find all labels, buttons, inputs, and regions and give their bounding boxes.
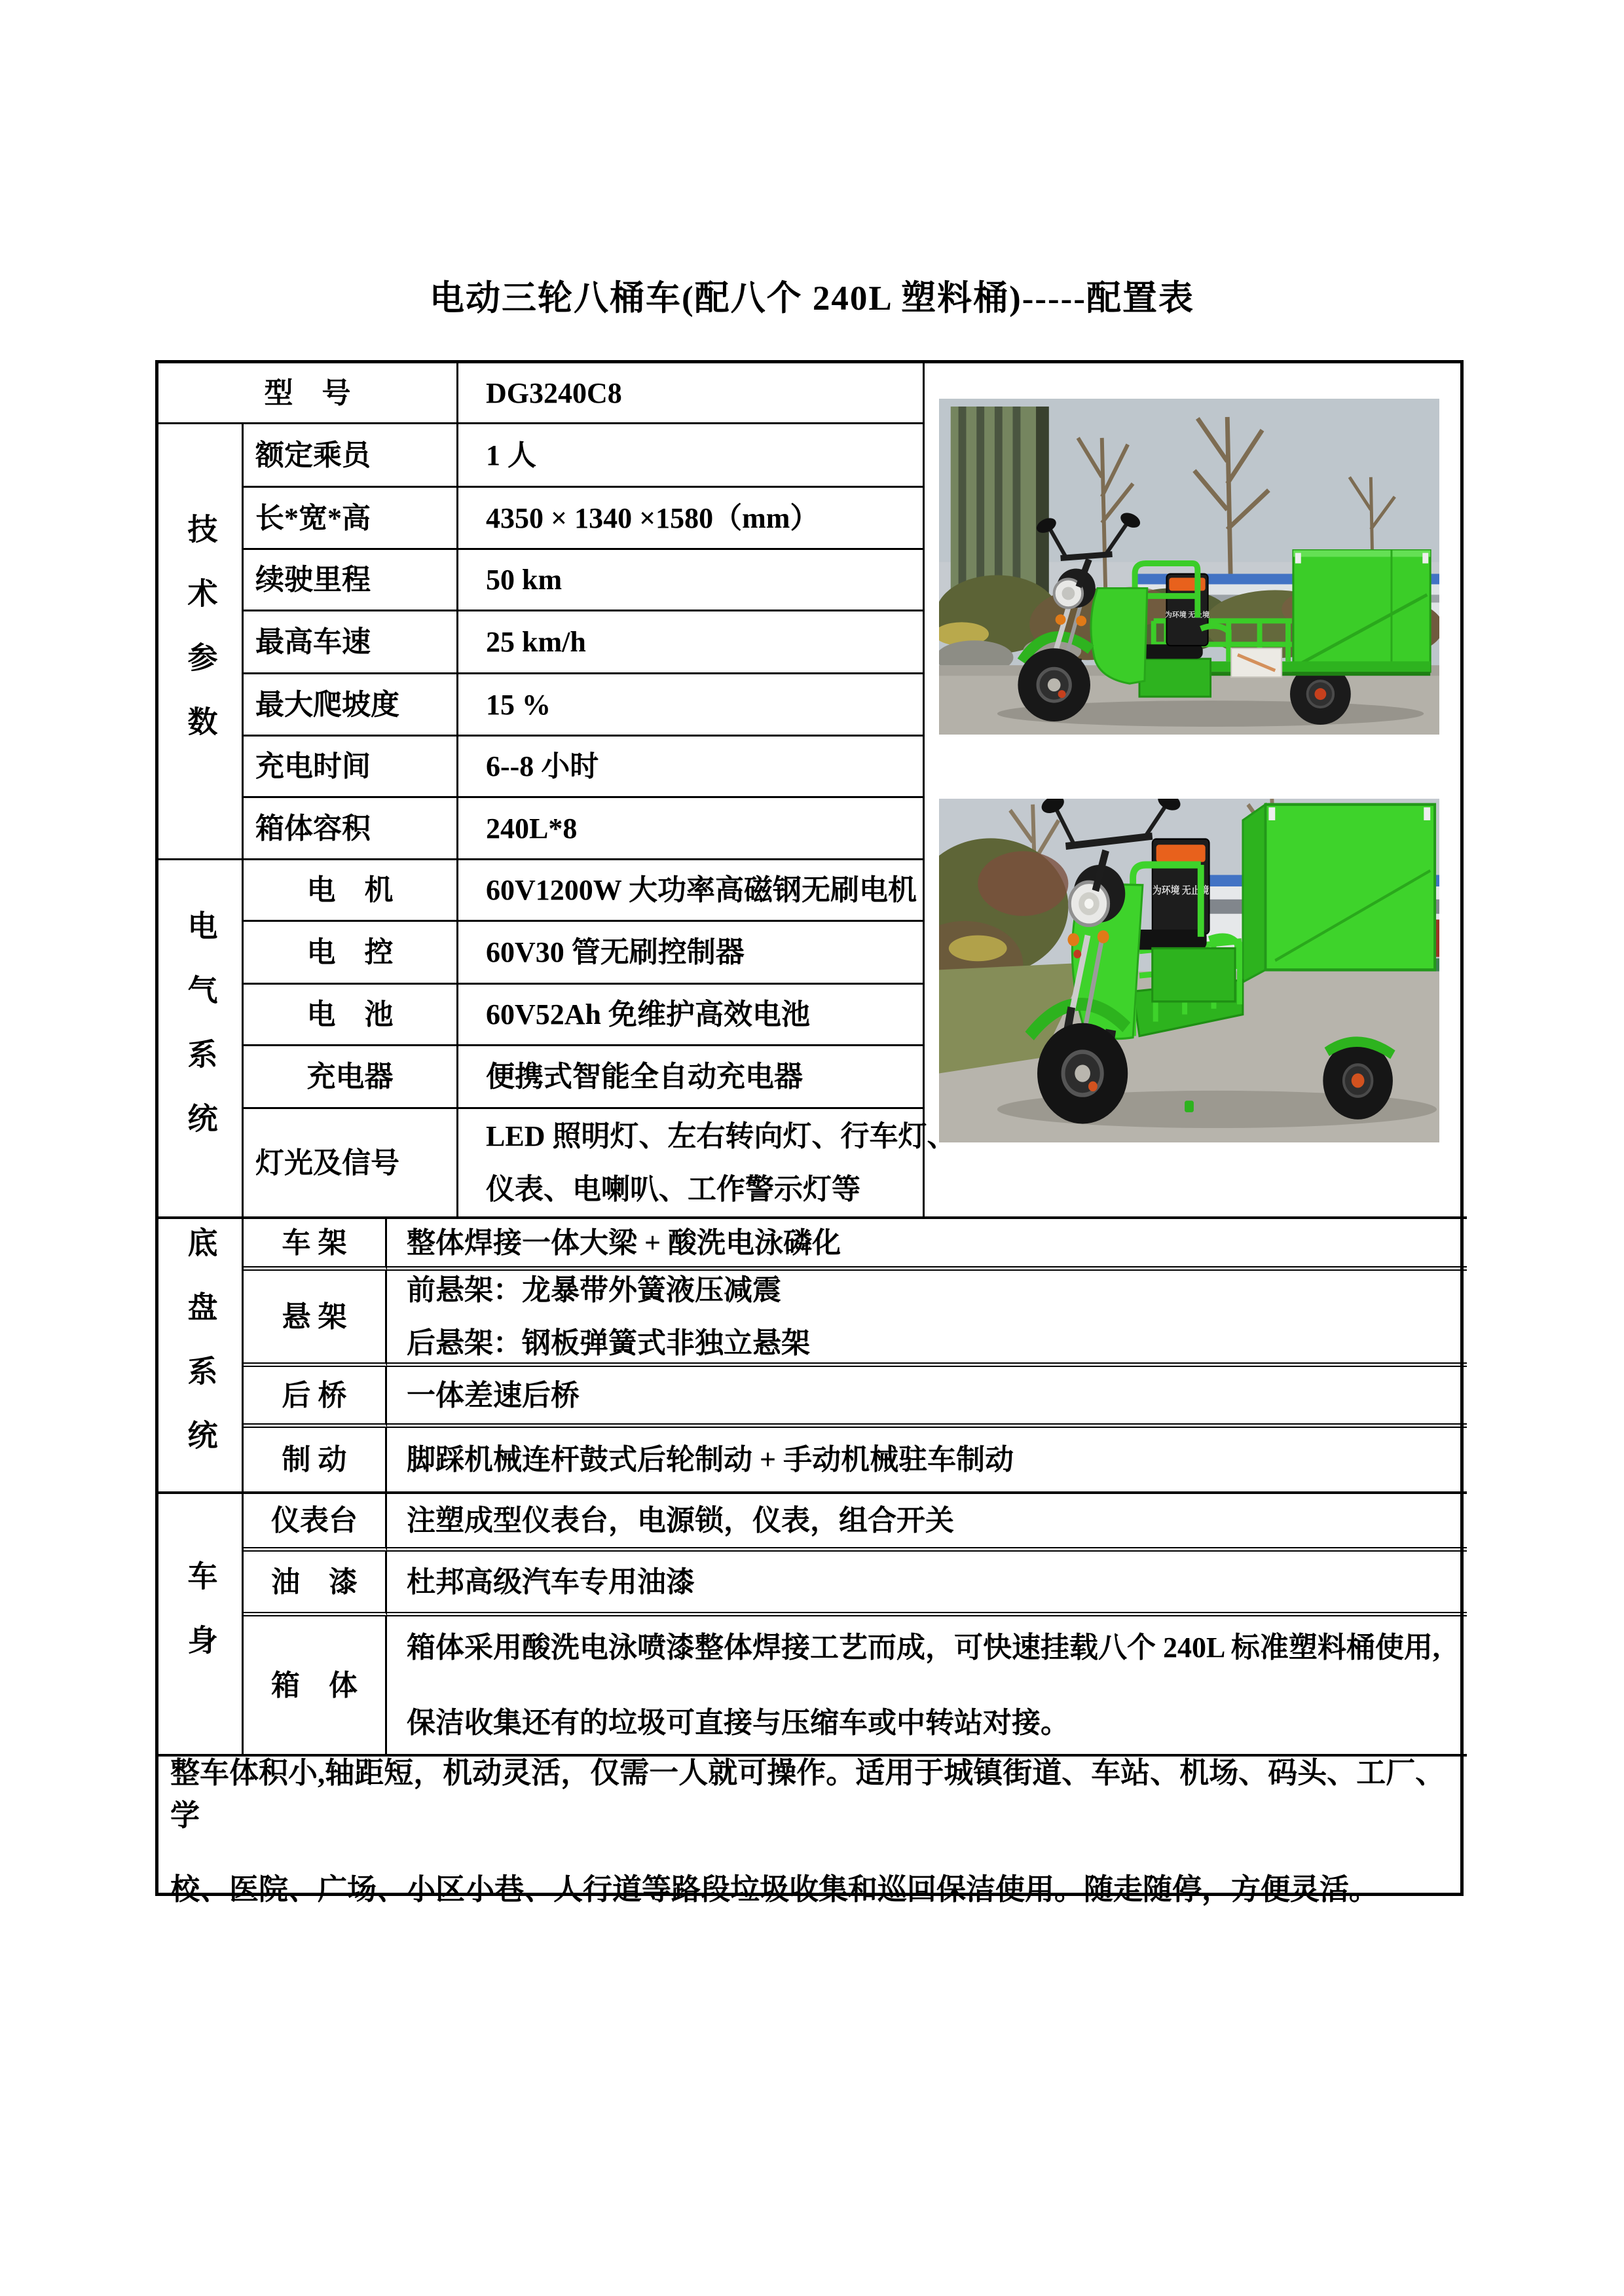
group-chassis-cell <box>158 1219 244 1494</box>
group-tech-cell <box>158 424 244 860</box>
lights-value-line2: 仪表、电喇叭、工作警示灯等 <box>486 1173 860 1205</box>
description-line2: 校、医院、广场、小区小巷、人行道等路段垃圾收集和巡回保洁使用。随走随停，方便灵活。 <box>170 1872 1379 1906</box>
row-brake-label: 制 动 <box>244 1428 387 1494</box>
model-value-cell: DG3240C8 <box>458 363 925 424</box>
description-line1: 整车体积小,轴距短，机动灵活，仅需一人就可操作。适用于城镇街道、车站、机场、码头、工厂、学 <box>170 1756 1445 1832</box>
battery-box <box>1139 659 1211 697</box>
row-dashboard-label: 仪表台 <box>244 1494 387 1552</box>
row-frame-label: 车 架 <box>244 1219 387 1271</box>
row-axle-value: 一体差速后桥 <box>387 1367 1467 1428</box>
vehicle-photo-side-illustration <box>939 399 1439 735</box>
seat-cushion <box>1130 930 1206 950</box>
row-cargo-box-value <box>387 1616 1467 1757</box>
row-paint-value: 杜邦高级汽车专用油漆 <box>387 1552 1467 1616</box>
row-charge-time-value: 6--8 小时 <box>458 737 925 798</box>
row-frame-value: 整体焊接一体大梁 + 酸洗电泳磷化 <box>387 1219 1467 1271</box>
row-cargo-box-label: 箱 体 <box>244 1616 387 1757</box>
row-battery-value: 60V52Ah 免维护高效电池 <box>458 985 925 1046</box>
row-capacity-value: 240L*8 <box>458 798 925 860</box>
turn-indicator <box>1067 933 1079 946</box>
row-charger-label: 充电器 <box>244 1046 458 1109</box>
row-motor-label: 电 机 <box>244 860 458 922</box>
handlebar <box>1061 555 1113 558</box>
spec-table <box>155 360 1464 1906</box>
row-axle-label: 后 桥 <box>244 1367 387 1428</box>
row-dashboard-value: 注塑成型仪表台，电源锁，仪表，组合开关 <box>387 1494 1467 1552</box>
row-range-value: 50 km <box>458 550 925 611</box>
row-dimensions-value: 4350 × 1340 ×1580（mm） <box>458 488 925 550</box>
row-controller-value: 60V30 管无刷控制器 <box>458 922 925 985</box>
row-passengers-label: 额定乘员 <box>244 424 458 488</box>
seat-cushion <box>1141 644 1203 659</box>
row-suspension-value <box>387 1271 1467 1367</box>
cargo-box-line1: 箱体采用酸洗电泳喷漆整体焊接工艺而成，可快速挂载八个 240L 标准塑料桶使用, <box>407 1631 1440 1664</box>
battery-box <box>1153 948 1235 1001</box>
row-speed-label: 最高车速 <box>244 611 458 674</box>
row-grade-label: 最大爬坡度 <box>244 674 458 737</box>
group-body-label: 车身 <box>183 1559 217 1688</box>
vehicle-photo-front-illustration <box>939 799 1439 1142</box>
seat-plaque-text: 为环境 无止境 <box>1165 611 1209 619</box>
group-body-cell <box>158 1494 244 1757</box>
leg-shield <box>1091 588 1147 683</box>
seat-back <box>1165 574 1209 646</box>
seat-plaque-text: 为环境 无止境 <box>1153 885 1209 897</box>
row-lights-value <box>458 1109 956 1219</box>
row-paint-label: 油 漆 <box>244 1552 387 1616</box>
model-label-cell: 型 号 <box>158 363 458 424</box>
page-title: 电动三轮八桶车(配八个 240L 塑料桶)-----配置表 <box>430 280 1194 318</box>
lights-value-line1: LED 照明灯、左右转向灯、行车灯、 <box>486 1120 956 1152</box>
vehicle-description <box>158 1756 1467 1906</box>
group-electric-cell <box>158 860 244 1219</box>
row-charger-value: 便携式智能全自动充电器 <box>458 1046 925 1109</box>
row-capacity-label: 箱体容积 <box>244 798 458 860</box>
row-lights-label: 灯光及信号 <box>244 1109 458 1219</box>
group-electric-label: 电气系统 <box>183 910 217 1167</box>
group-tech-label: 技术参数 <box>183 513 217 770</box>
row-battery-label: 电 池 <box>244 985 458 1046</box>
row-suspension-label: 悬 架 <box>244 1271 387 1367</box>
row-dimensions-label: 长*宽*高 <box>244 488 458 550</box>
row-range-label: 续驶里程 <box>244 550 458 611</box>
row-charge-time-label: 充电时间 <box>244 737 458 798</box>
suspension-rear-line: 后悬架：钢板弹簧式非独立悬架 <box>407 1327 810 1359</box>
row-speed-value: 25 km/h <box>458 611 925 674</box>
photo-panel <box>925 363 1467 1219</box>
row-controller-label: 电 控 <box>244 922 458 985</box>
cargo-box <box>1293 551 1430 672</box>
group-chassis-label: 底盘系统 <box>183 1227 217 1484</box>
turn-indicator <box>1056 614 1066 625</box>
row-motor-value: 60V1200W 大功率高磁钢无刷电机 <box>458 860 925 922</box>
cargo-box <box>1243 805 1435 982</box>
row-brake-value: 脚踩机械连杆鼓式后轮制动 + 手动机械驻车制动 <box>387 1428 1467 1494</box>
suspension-front-line: 前悬架：龙暴带外簧液压减震 <box>407 1274 781 1306</box>
cargo-box-line2: 保洁收集还有的垃圾可直接与压缩车或中转站对接。 <box>407 1707 1069 1739</box>
dropped-cup <box>1185 1101 1194 1112</box>
row-passengers-value: 1 人 <box>458 424 925 488</box>
vehicle-photo-side <box>939 399 1439 735</box>
row-grade-value: 15 % <box>458 674 925 737</box>
vehicle-photo-front <box>939 799 1439 1142</box>
